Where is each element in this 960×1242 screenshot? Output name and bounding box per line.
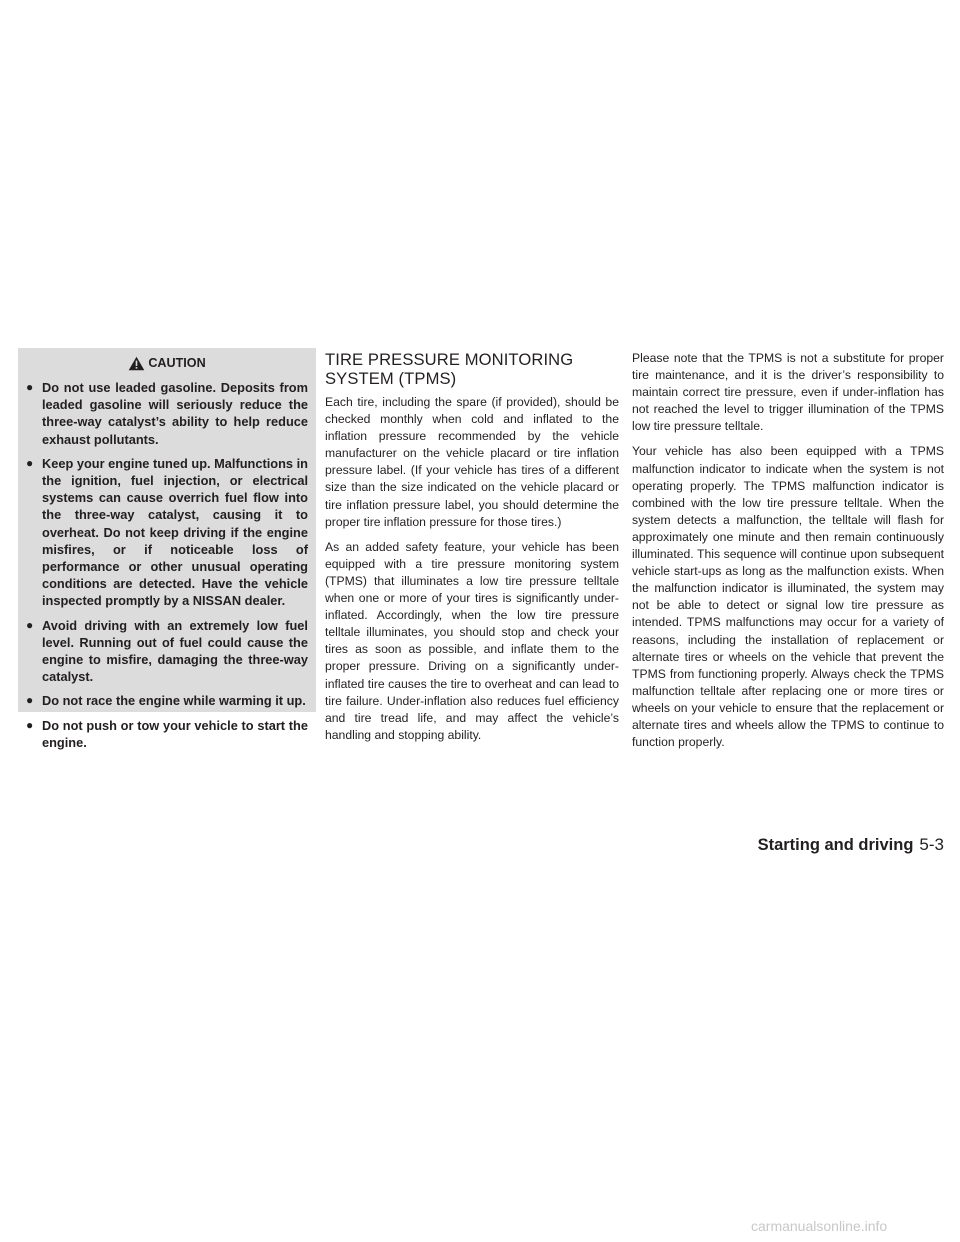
body-paragraph: As an added safety feature, your vehicle has been equipped with a tire pressure monitoring system (TPMS) that illuminates a low tire pressure telltale when one or more of your tires is significantly under-inflated. Accordingly, when the low tire pressure telltale illuminates, you should stop and check your tires as soon as possible, and inflate them to the proper pressure. Driving on a significantly under-inflated tire causes the tire to overheat and can lead to tire failure. Under-inflation also reduces fuel efficiency and tire tread life, and may affect the vehicle’s handling and stopping ability. [325, 539, 619, 742]
caution-item-text: Keep your engine tuned up. Malfunctions in the ignition, fuel injection, or electrical systems can cause overrich fuel flow into the three-way catalyst, causing it to overheat. Do not keep driving if the engine misfires, or if noticeable loss of performance or other unusual operating conditions are detected. Have the vehicle inspected promptly by a NISSAN dealer. [42, 455, 308, 609]
caution-box [18, 348, 316, 750]
caution-item [26, 692, 308, 709]
caution-list [26, 379, 308, 751]
tpms-column-2 [632, 350, 944, 759]
footer-section-title: Starting and driving [757, 836, 914, 854]
caution-item-text: Avoid driving with an extremely low fuel level. Running out of fuel could cause the engine to misfire, damaging the three-way catalyst. [42, 617, 308, 685]
caution-item-text: Do not use leaded gasoline. Deposits from leaded gasoline will seriously reduce the three-way catalyst’s ability to help reduce exhaust pollutants. [42, 380, 308, 447]
caution-header [26, 352, 308, 374]
heading-line-1: TIRE PRESSURE MONITORING [325, 350, 574, 369]
page-number: 5-3 [919, 835, 944, 854]
caution-title: CAUTION [148, 356, 206, 370]
caution-item [26, 717, 308, 751]
body-paragraph: Your vehicle has also been equipped with a TPMS malfunction indicator to indicate when the system is not operating properly. The TPMS malfunction indicator is combined with the low tire pressure telltale. When the system detects a malfunction, the telltale will flash for approximately one minute and then remain continuously illuminated. This sequence will continue upon subsequent vehicle start-ups as long as the malfunction exists. When the malfunction indicator is illuminated, the system may not be able to detect or signal low tire pressure as intended. TPMS malfunctions may occur for a variety of reasons, including the installation of replacement or alternate tires or wheels on the vehicle that prevent the TPMS from functioning properly. Always check the TPMS malfunction telltale after replacing one or more tires or wheels on your vehicle to ensure that the replacement or alternate tires and wheels allow the TPMS to continue to function properly. [632, 444, 944, 750]
page-footer [758, 835, 944, 855]
caution-item-text: Do not push or tow your vehicle to start the engine. [42, 717, 308, 750]
warning-triangle-icon [128, 356, 145, 371]
tpms-column-1 [325, 350, 619, 752]
caution-item [26, 617, 308, 686]
caution-item-text: Do not race the engine while warming it up. [42, 693, 306, 709]
bullet-icon: ● [26, 380, 34, 394]
body-paragraph: Please note that the TPMS is not a substitute for proper tire maintenance, and it is the driver’s responsibility to maintain correct tire pressure, even if under-inflation has not reached the level to trigger illumination of the TPMS low tire pressure telltale. [632, 351, 944, 434]
bullet-icon: ● [26, 455, 34, 470]
section-heading [325, 350, 619, 388]
caution-item [26, 379, 308, 448]
caution-item [26, 455, 308, 610]
bullet-icon: ● [26, 617, 34, 632]
body-paragraph: Each tire, including the spare (if provided), should be checked monthly when cold and inflated to the inflation pressure recommended by the vehicle manufacturer on the vehicle placard or tire inflation pressure label. (If your vehicle has tires of a different size than the size indicated on the vehicle placard or tire inflation pressure label, you should determine the proper tire inflation pressure for those tires.) [325, 395, 619, 529]
heading-line-2: SYSTEM (TPMS) [325, 369, 457, 388]
bullet-icon: ● [26, 693, 34, 708]
bullet-icon: ● [26, 717, 34, 732]
watermark: carmanualsonline.info [751, 1218, 888, 1234]
